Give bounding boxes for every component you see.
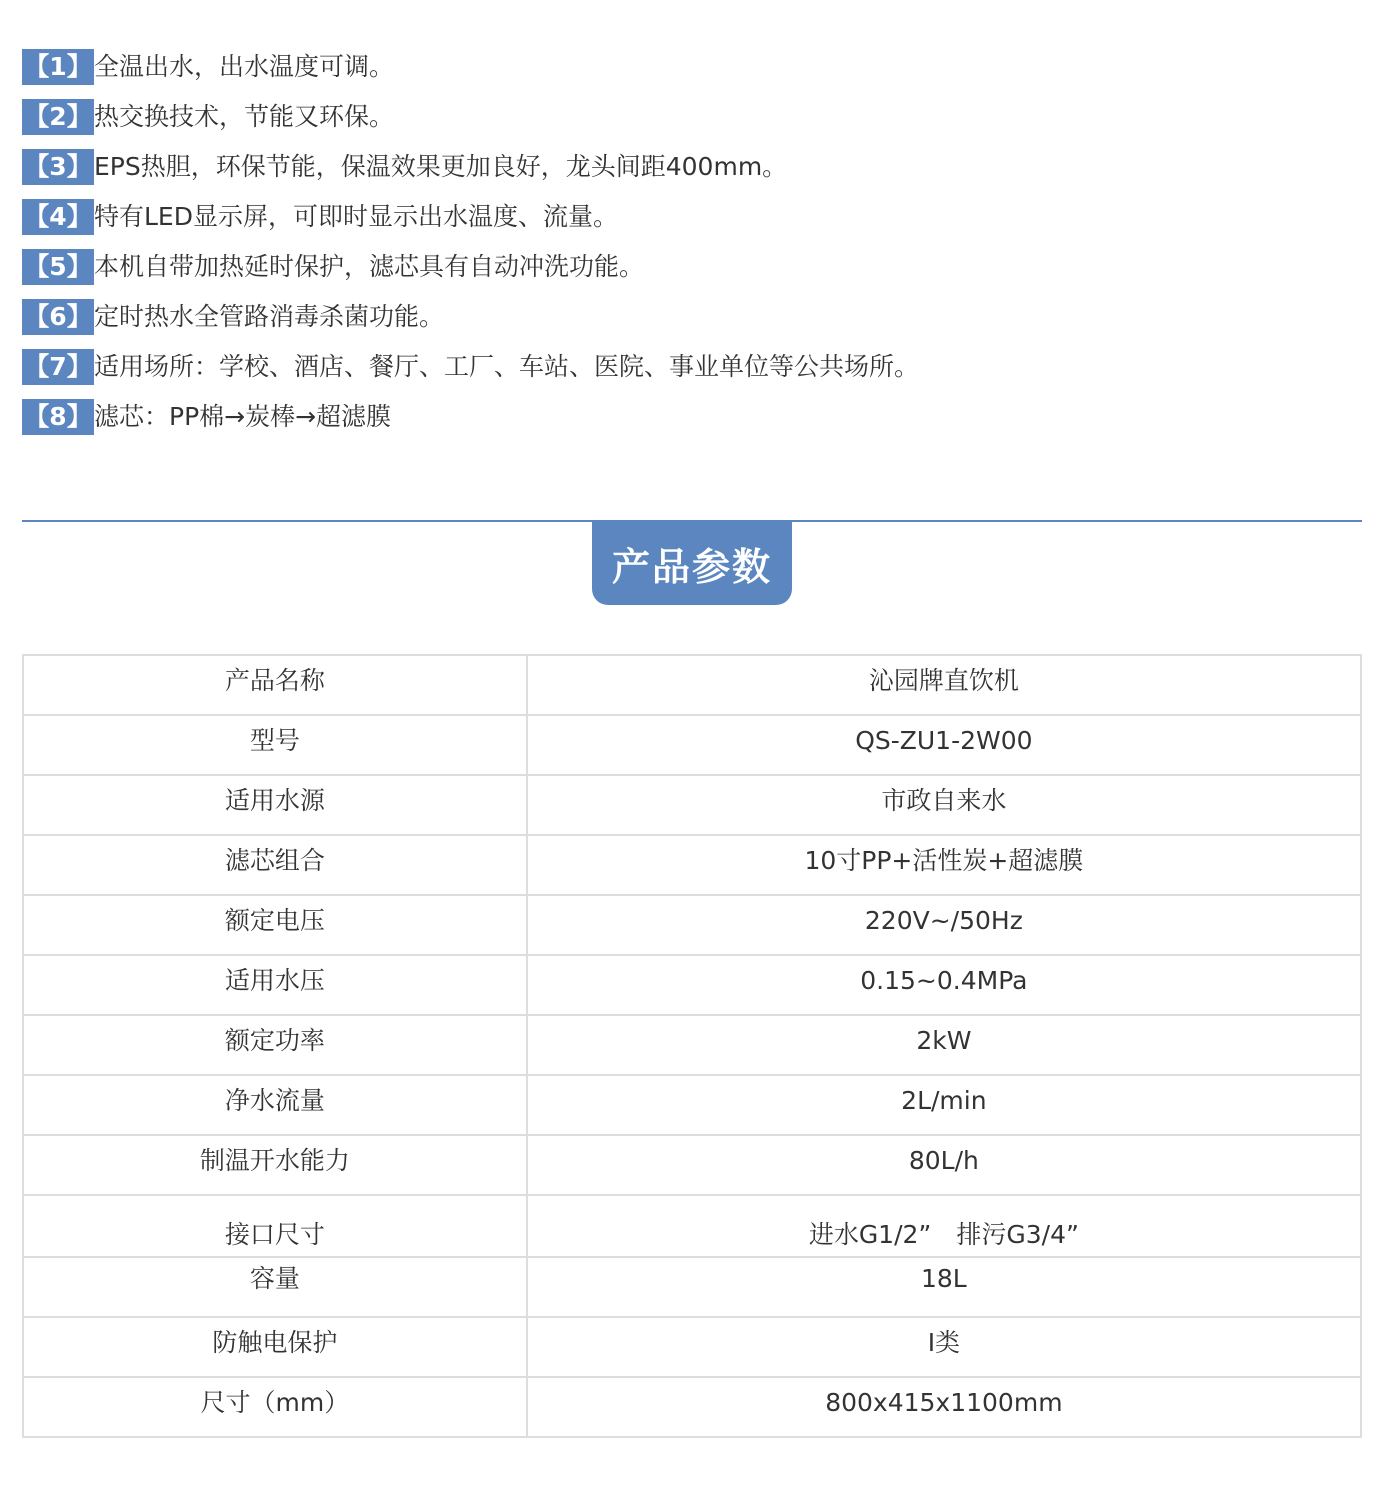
param-value-cell bbox=[527, 1257, 1361, 1317]
feature-number-badge: 【6】 bbox=[22, 299, 94, 335]
feature-text: 定时热水全管路消毒杀菌功能。 bbox=[94, 302, 445, 331]
section-title: 产品参数 bbox=[611, 544, 772, 589]
param-label: 滤芯组合 bbox=[224, 846, 325, 875]
param-value: 进水G1/2” 排污G3/4” bbox=[808, 1220, 1079, 1249]
feature-item bbox=[22, 392, 1362, 442]
param-label-cell bbox=[23, 715, 527, 775]
param-value: 18L bbox=[921, 1264, 967, 1293]
param-label: 额定功率 bbox=[224, 1026, 325, 1055]
table-row bbox=[23, 895, 1361, 955]
feature-text: 本机自带加热延时保护，滤芯具有自动冲洗功能。 bbox=[94, 252, 645, 281]
param-value-cell bbox=[527, 1377, 1361, 1437]
param-label: 适用水源 bbox=[224, 786, 325, 815]
param-label: 接口尺寸 bbox=[224, 1220, 325, 1249]
param-value-cell bbox=[527, 1135, 1361, 1195]
param-label-cell bbox=[23, 655, 527, 715]
feature-text: EPS热胆，环保节能，保温效果更加良好，龙头间距400mm。 bbox=[94, 152, 788, 181]
table-row bbox=[23, 955, 1361, 1015]
table-row bbox=[23, 1317, 1361, 1377]
param-value: 10寸PP+活性炭+超滤膜 bbox=[804, 846, 1084, 875]
param-value-cell bbox=[527, 955, 1361, 1015]
param-value-cell bbox=[527, 1015, 1361, 1075]
param-value: 800x415x1100mm bbox=[825, 1388, 1063, 1417]
param-value: 沁园牌直饮机 bbox=[868, 666, 1019, 695]
param-label: 适用水压 bbox=[224, 966, 325, 995]
param-value-cell bbox=[527, 1195, 1361, 1257]
param-label-cell bbox=[23, 1257, 527, 1317]
param-value: 2L/min bbox=[901, 1086, 987, 1115]
feature-number-badge: 【3】 bbox=[22, 149, 94, 185]
feature-number-badge: 【2】 bbox=[22, 99, 94, 135]
param-label: 制温开水能力 bbox=[199, 1146, 350, 1175]
feature-item bbox=[22, 342, 1362, 392]
feature-number-badge: 【7】 bbox=[22, 349, 94, 385]
param-value-cell bbox=[527, 1317, 1361, 1377]
param-label-cell bbox=[23, 1135, 527, 1195]
table-row bbox=[23, 715, 1361, 775]
table-row bbox=[23, 1075, 1361, 1135]
param-value: 220V~/50Hz bbox=[864, 906, 1023, 935]
feature-item bbox=[22, 292, 1362, 342]
param-label-cell bbox=[23, 775, 527, 835]
param-label: 产品名称 bbox=[224, 666, 325, 695]
feature-number-badge: 【5】 bbox=[22, 249, 94, 285]
table-row bbox=[23, 835, 1361, 895]
param-value-cell bbox=[527, 835, 1361, 895]
param-value: 0.15~0.4MPa bbox=[860, 966, 1028, 995]
feature-item bbox=[22, 192, 1362, 242]
feature-text: 全温出水，出水温度可调。 bbox=[94, 52, 395, 81]
param-value: QS-ZU1-2W00 bbox=[855, 726, 1033, 755]
table-row bbox=[23, 1377, 1361, 1437]
param-label: 容量 bbox=[249, 1264, 300, 1293]
feature-number-badge: 【4】 bbox=[22, 199, 94, 235]
param-label-cell bbox=[23, 1195, 527, 1257]
param-label: 防触电保护 bbox=[212, 1328, 338, 1357]
param-value: Ⅰ类 bbox=[927, 1328, 961, 1357]
param-value-cell bbox=[527, 1075, 1361, 1135]
feature-text: 特有LED显示屏，可即时显示出水温度、流量。 bbox=[94, 202, 618, 231]
param-label-cell bbox=[23, 1015, 527, 1075]
param-value: 2kW bbox=[916, 1026, 972, 1055]
param-value: 80L/h bbox=[908, 1146, 979, 1175]
table-row bbox=[23, 1195, 1361, 1257]
table-row bbox=[23, 775, 1361, 835]
table-row bbox=[23, 655, 1361, 715]
feature-list bbox=[22, 42, 1362, 442]
feature-item bbox=[22, 42, 1362, 92]
feature-item bbox=[22, 142, 1362, 192]
table-row bbox=[23, 1257, 1361, 1317]
feature-item bbox=[22, 92, 1362, 142]
table-row bbox=[23, 1135, 1361, 1195]
feature-text: 热交换技术，节能又环保。 bbox=[94, 102, 395, 131]
param-label: 尺寸（mm） bbox=[200, 1388, 350, 1417]
param-value-cell bbox=[527, 895, 1361, 955]
param-value-cell bbox=[527, 715, 1361, 775]
param-label: 型号 bbox=[249, 726, 300, 755]
feature-number-badge: 【8】 bbox=[22, 399, 94, 435]
feature-item bbox=[22, 242, 1362, 292]
param-value-cell bbox=[527, 655, 1361, 715]
feature-text: 适用场所：学校、酒店、餐厅、工厂、车站、医院、事业单位等公共场所。 bbox=[94, 352, 920, 381]
param-label: 额定电压 bbox=[224, 906, 325, 935]
param-label-cell bbox=[23, 1377, 527, 1437]
param-label-cell bbox=[23, 1317, 527, 1377]
param-label-cell bbox=[23, 835, 527, 895]
feature-text: 滤芯：PP棉→炭棒→超滤膜 bbox=[94, 402, 392, 431]
feature-number-badge: 【1】 bbox=[22, 49, 94, 85]
section-title-tab bbox=[592, 521, 792, 605]
param-label-cell bbox=[23, 895, 527, 955]
product-params-table bbox=[22, 654, 1362, 1438]
param-value: 市政自来水 bbox=[881, 786, 1007, 815]
param-value-cell bbox=[527, 775, 1361, 835]
param-label-cell bbox=[23, 955, 527, 1015]
table-row bbox=[23, 1015, 1361, 1075]
param-label-cell bbox=[23, 1075, 527, 1135]
param-label: 净水流量 bbox=[224, 1086, 325, 1115]
